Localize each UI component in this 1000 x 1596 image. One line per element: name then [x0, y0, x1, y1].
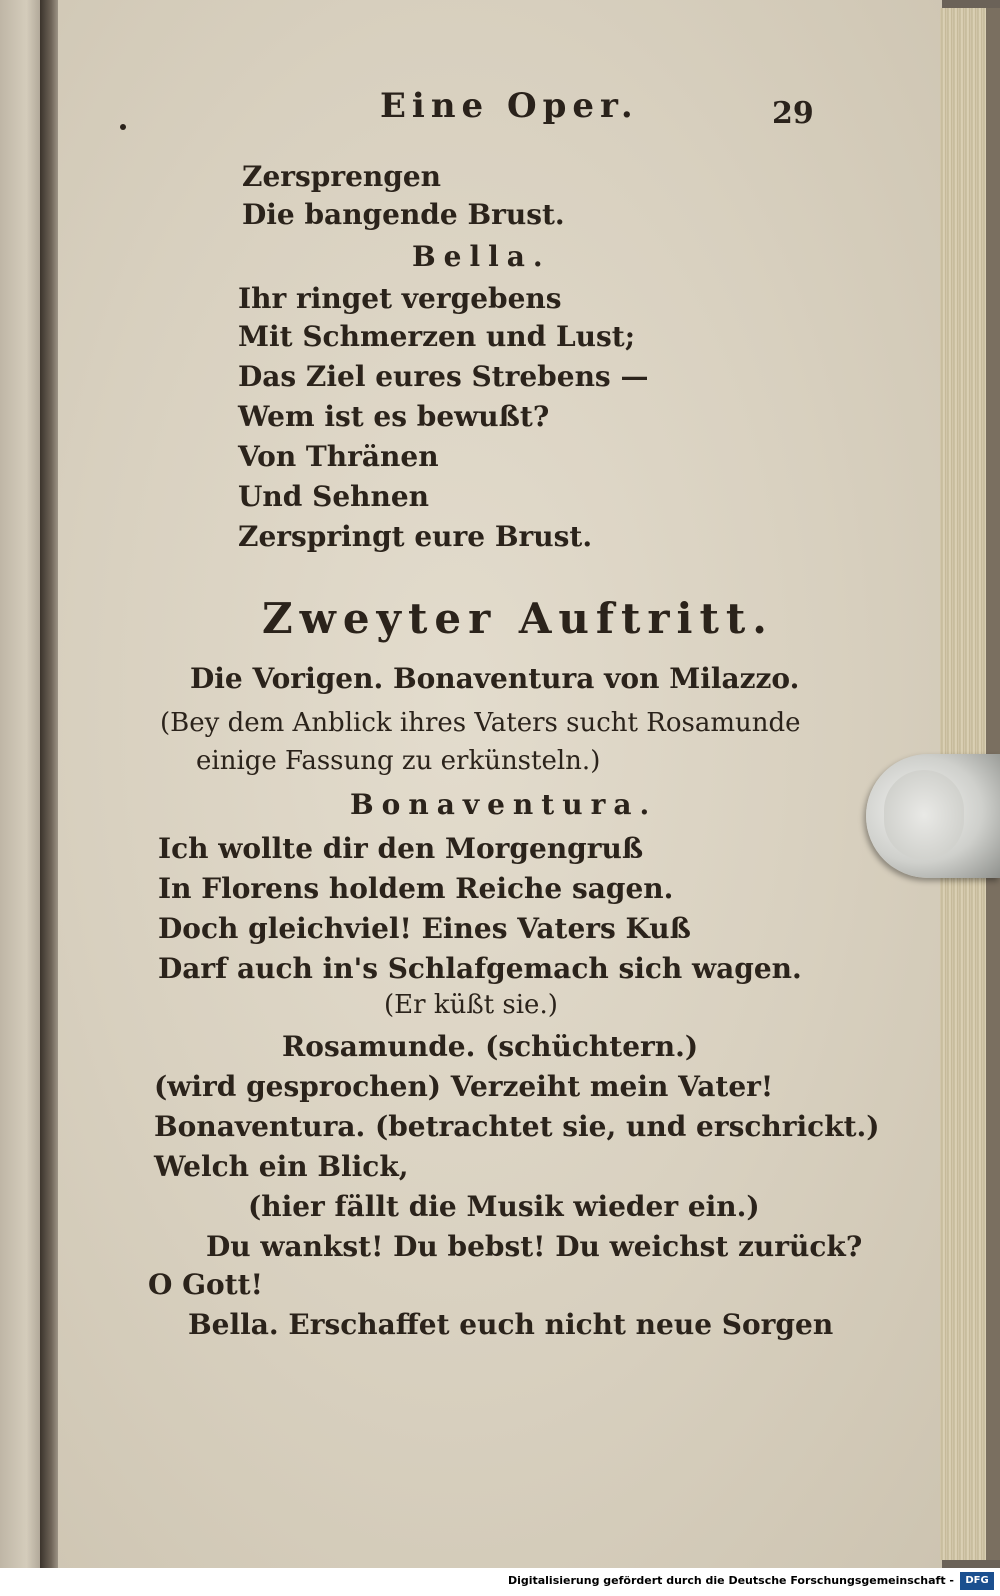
- verse-line: Welch ein Blick,: [154, 1150, 409, 1183]
- scene-heading: Zweyter Auftritt.: [262, 594, 774, 643]
- verse-line: Die bangende Brust.: [242, 198, 565, 231]
- verse-line: Zerspringt eure Brust.: [238, 520, 593, 553]
- verse-line: Mit Schmerzen und Lust;: [238, 320, 636, 353]
- page-number: 29: [772, 96, 814, 131]
- verse-line: Von Thränen: [238, 440, 439, 473]
- speaker-name: Bonaventura. (betrachtet sie, und erschrickt.): [154, 1110, 880, 1143]
- stage-direction: (Bey dem Anblick ihres Vaters sucht Rosamunde: [160, 708, 801, 738]
- running-head: Eine Oper.: [380, 86, 639, 126]
- left-page-edge: [0, 0, 44, 1568]
- verse-line: Ihr ringet vergebens: [238, 282, 562, 315]
- verse-line: Doch gleichviel! Eines Vaters Kuß: [158, 912, 691, 945]
- stage-direction: (Er küßt sie.): [384, 990, 558, 1020]
- verse-line: Wem ist es bewußt?: [238, 400, 550, 433]
- footer-bar: [0, 1568, 1000, 1596]
- ink-speck: [120, 124, 126, 130]
- verse-line: O Gott!: [148, 1268, 263, 1301]
- verse-line: Das Ziel eures Strebens —: [238, 360, 649, 393]
- speaker-name: Bella.: [412, 240, 551, 273]
- speaker-name: Bonaventura.: [350, 788, 658, 821]
- verse-line: Ich wollte dir den Morgengruß: [158, 832, 644, 865]
- scene-cast: Die Vorigen. Bonaventura von Milazzo.: [190, 662, 800, 695]
- stage-direction: (hier fällt die Musik wieder ein.): [248, 1190, 760, 1223]
- dfg-logo: DFG: [960, 1572, 994, 1590]
- verse-line: Und Sehnen: [238, 480, 430, 513]
- verse-line: Darf auch in's Schlafgemach sich wagen.: [158, 952, 802, 985]
- footer-credit: Digitalisierung gefördert durch die Deutsche Forschungsgemeinschaft -: [507, 1574, 954, 1587]
- verse-line: In Florens holdem Reiche sagen.: [158, 872, 674, 905]
- page-clip: [866, 754, 1000, 878]
- speaker-name: Rosamunde. (schüchtern.): [282, 1030, 699, 1063]
- verse-line: (wird gesprochen) Verzeiht mein Vater!: [154, 1070, 774, 1103]
- stage-direction: einige Fassung zu erkünsteln.): [196, 746, 601, 776]
- verse-line: Du wankst! Du bebst! Du weichst zurück?: [206, 1230, 863, 1263]
- page-clip-highlight: [884, 770, 964, 860]
- verse-line: Zersprengen: [242, 160, 442, 193]
- verse-line: Bella. Erschaffet euch nicht neue Sorgen: [188, 1308, 834, 1341]
